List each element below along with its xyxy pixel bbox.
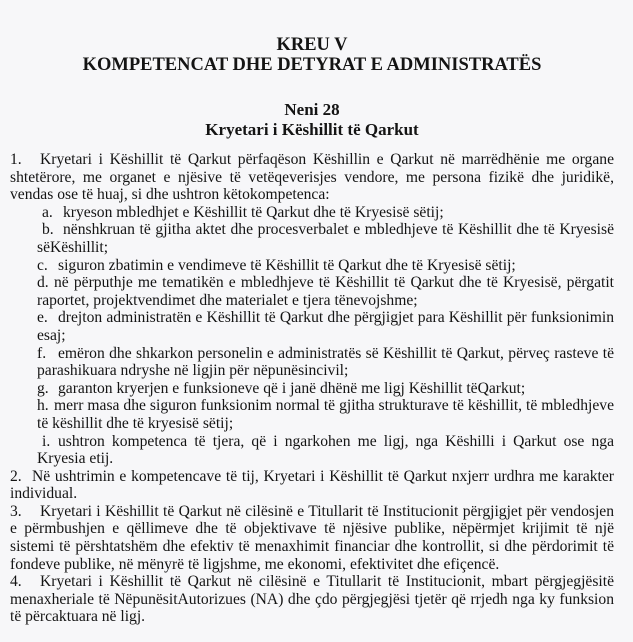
document-page xyxy=(10,0,614,626)
item-text: ushtron kompetenca të tjera, që i ngarkohen me ligj, nga Këshilli i Qarkut ose nga Kryesia etij. xyxy=(37,432,614,468)
article-number: Neni 28 xyxy=(284,100,340,119)
item-text: garanton kryerjen e funksioneve që i janë dhënë me ligj Këshillit tëQarkut; xyxy=(58,379,526,397)
item-text: merr masa dhe siguron funksionim normal të gjitha strukturave të këshillit, të mbledhjeve të këshillit dhe të kryesisë sëtij; xyxy=(37,397,614,432)
item-text: siguron zbatimin e vendimeve të Këshillit të Qarkut dhe të Kryesisë sëtij; xyxy=(58,256,516,274)
item-text: emëron dhe shkarkon personelin e administratës së Këshillit të Qarkut, përveç rasteve të parashikuara ndryshe në ligjin për nëpunësincivil; xyxy=(37,344,614,380)
paragraph-4 xyxy=(10,573,614,626)
list-item xyxy=(42,204,614,222)
list-item xyxy=(37,380,614,398)
item-letter: b. xyxy=(42,221,54,239)
item-letter: g. xyxy=(37,379,49,397)
item-text: në përputhje me tematikën e mbledhjeve të Këshillit të Qarkut dhe të Kryesisë, përgatit raportet, projektvendimet dhe materialet e tjera tënevojshme; xyxy=(37,274,614,309)
paragraph-number: 3. xyxy=(10,502,22,520)
paragraph-text: Kryetari i Këshillit të Qarkut përfaqëson Këshillin e Qarkut në marrëdhënie me organe shtetërore, me organet e njësive të vetëqeverisjes vendore, me persona fizikë dhe juridikë, vendas ose të huaj, si dhe ushtron këtokompetenca: xyxy=(10,151,614,204)
list-item xyxy=(37,221,614,256)
item-letter: i. xyxy=(42,432,51,450)
item-letter: h. xyxy=(37,397,49,415)
paragraph-2 xyxy=(10,468,614,503)
list-item xyxy=(37,397,614,432)
article-body xyxy=(10,151,614,626)
paragraph-text: Kryetari i Këshillit të Qarkut në cilësinë e Titullarit të Institucionit, mbart përgjegjësitë menaxheriale të NëpunësitAutorizues (NA) dhe çdo përgjegjësi tjetër që rrjedh nga ky funksion të përcaktuara në ligj. xyxy=(10,573,614,626)
chapter-number: KREU V xyxy=(276,35,348,55)
paragraph-text: Në ushtrimin e kompetencave të tij, Kryetari i Këshillit të Qarkut nxjerr urdhra me karakter individual. xyxy=(10,467,614,503)
item-letter: a. xyxy=(42,203,53,221)
item-letter: c. xyxy=(37,256,48,274)
list-item xyxy=(37,274,614,309)
list-item xyxy=(37,257,614,275)
article-title: Kryetari i Këshillit të Qarkut xyxy=(205,120,419,139)
paragraph-text: Kryetari i Këshillit të Qarkut në cilësinë e Titullarit të Institucionit përgjigjet për vendosjen e përmbushjen e qëllimeve dhe të objektivave të njësive publike, nëpërmjet krijimit të një sistemi të përshtatshëm dhe efektiv të menaxhimit financiar dhe kontrollit, si dhe përdorimit të fondeve publike, në mënyrë të ligjshme, me ekonomi, efektivitet dhe efiçencë. xyxy=(10,502,614,573)
list-item xyxy=(37,345,614,380)
paragraph-number: 4. xyxy=(10,573,22,591)
list-item xyxy=(37,433,614,468)
list-item xyxy=(37,309,614,344)
item-text: kryeson mbledhjet e Këshillit të Qarkut dhe të Kryesisë sëtij; xyxy=(63,203,444,221)
chapter-title: KOMPETENCAT DHE DETYRAT E ADMINISTRATËS xyxy=(82,55,542,75)
item-letter: d. xyxy=(37,274,49,292)
item-text: drejton administratën e Këshillit të Qarkut dhe përgjigjet para Këshillit për funksionimin esaj; xyxy=(37,309,614,344)
paragraph-number: 1. xyxy=(10,151,22,168)
paragraph-3 xyxy=(10,503,614,573)
item-text: nënshkruan të gjitha aktet dhe procesverbalet e mbledhjeve të Këshillit dhe të Kryesisë sëKëshillit; xyxy=(37,221,614,256)
item-letter: e. xyxy=(37,309,48,327)
paragraph-1 xyxy=(10,151,614,204)
item-letter: f. xyxy=(37,344,47,362)
paragraph-number: 2. xyxy=(10,467,22,485)
